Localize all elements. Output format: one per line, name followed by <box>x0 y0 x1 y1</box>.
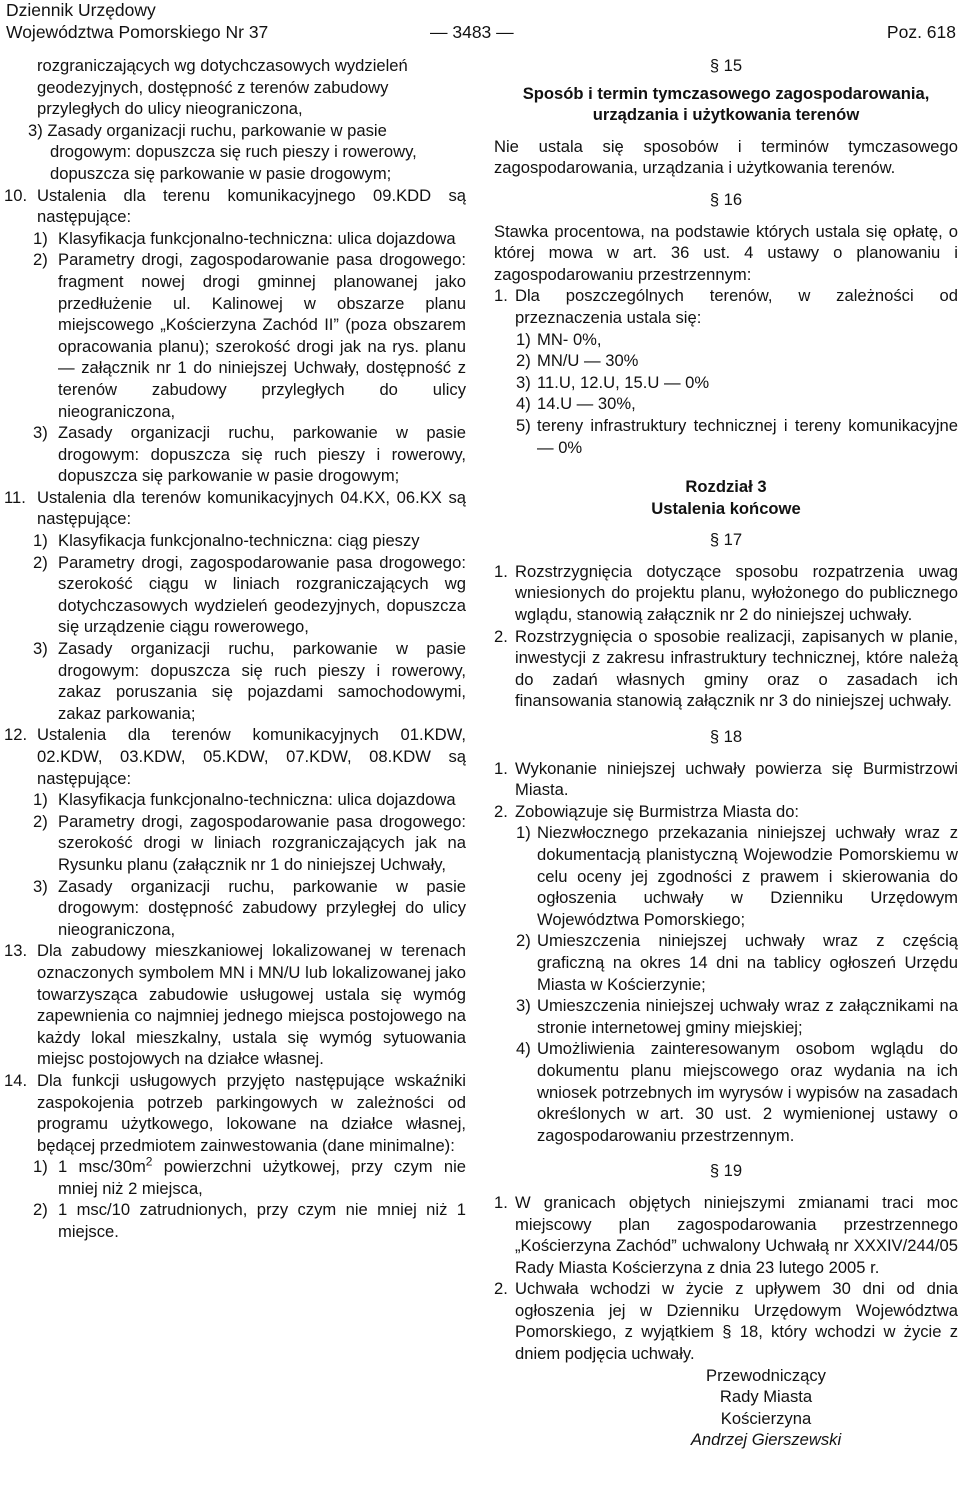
signature-name: Andrzej Gierszewski <box>690 1430 842 1450</box>
sub-item-number: 3) <box>33 423 48 443</box>
numbered-item <box>494 758 958 801</box>
paragraph-line: przyległych do ulicy nieograniczona, <box>37 99 303 119</box>
sub-item <box>4 789 466 811</box>
numbered-item <box>494 801 958 823</box>
sub-item-text-b: powierzchni użytkowej, przy czym nie mniej niż 2 miejsca, <box>58 1157 466 1198</box>
sub-item-number: 4) <box>516 1039 531 1059</box>
item-text: Wykonanie niniejszej uchwały powierza się Burmistrzowi Miasta. <box>515 758 958 800</box>
section-title: urządzania i użytkowania terenów <box>592 105 860 125</box>
sub-item <box>494 930 958 995</box>
chapter-heading: Rozdział 3 <box>685 477 767 497</box>
sub-item <box>4 1156 466 1199</box>
numbered-item <box>494 626 958 712</box>
sub-item <box>4 552 466 638</box>
list-item <box>4 185 466 228</box>
sub-item-number: 5) <box>516 415 531 435</box>
sub-item <box>4 228 466 250</box>
item-number: 10. <box>4 185 28 205</box>
list-item <box>4 487 466 530</box>
sub-item-number: 2) <box>33 552 48 572</box>
sub-item <box>494 1038 958 1146</box>
list-item <box>4 940 466 1070</box>
sub-item-text <box>58 1154 466 1198</box>
item-text: Ustalenia dla terenów komunikacyjnych 01.KDW, 02.KDW, 03.KDW, 05.KDW, 07.KDW, 08.KDW są następujące: <box>37 725 466 788</box>
sub-item <box>4 1199 466 1242</box>
sub-item-text: Zasady organizacji ruchu, parkowanie w pasie drogowym: dostępność zabudowy przyległej do ulicy nieograniczona, <box>58 876 466 939</box>
sub-item-number: 2) <box>33 811 48 831</box>
item-number: 1. <box>494 758 508 778</box>
sub-item-number: 3) <box>516 372 531 392</box>
sub-item-text: Klasyfikacja funkcjonalno-techniczna: ulica dojazdowa <box>58 228 456 248</box>
sub-item-number: 4) <box>516 394 531 414</box>
paragraph-line: dopuszcza się parkowanie w pasie drogowym; <box>50 163 392 183</box>
sub-item-text: Klasyfikacja funkcjonalno-techniczna: ciąg pieszy <box>58 531 420 551</box>
left-column <box>4 55 466 1243</box>
section-heading: § 19 <box>709 1161 743 1181</box>
sub-item-number: 3) <box>33 639 48 659</box>
sub-item <box>494 329 958 351</box>
sub-item-number: 2) <box>516 351 531 371</box>
list-item <box>4 724 466 789</box>
list-item <box>4 1070 466 1156</box>
journal-title <box>6 0 268 43</box>
sub-item-text-a: 1 msc/30m <box>58 1157 146 1177</box>
chapter-title: Ustalenia końcowe <box>651 498 801 518</box>
item-number: 2. <box>494 801 508 821</box>
paragraph-line: 3) Zasady organizacji ruchu, parkowanie w pasie <box>28 120 387 140</box>
sub-item-text: Umożliwienia zainteresowanym osobom wglądu do dokumentu planu miejscowego oraz wydania na ich wniosek potrzebnych im wyrysów i wypisów na zasadach określonych w art. 30 ust. 2 wymienionej ustawy o zagospodarowaniu przestrzennym. <box>537 1039 958 1145</box>
section-heading: § 16 <box>709 189 743 209</box>
sub-item-text: Klasyfikacja funkcjonalno-techniczna: ulica dojazdowa <box>58 790 456 810</box>
signature-body: Rady Miasta Kościerzyna <box>719 1387 813 1428</box>
position-number: Poz. 618 <box>886 22 956 42</box>
paragraph-line: drogowym: dopuszcza się ruch pieszy i rowerowy, <box>50 142 417 162</box>
sub-item <box>4 811 466 876</box>
signature-block <box>494 1365 856 1451</box>
sub-item-number: 1) <box>516 329 531 349</box>
page-number: — 3483 — <box>430 22 514 42</box>
sub-item <box>4 530 466 552</box>
item-number: 2. <box>494 626 508 646</box>
superscript: 2 <box>145 1154 153 1169</box>
sub-item-number: 1) <box>516 823 531 843</box>
paragraph-line: rozgraniczających wg dotychczasowych wydzieleń <box>37 56 408 75</box>
sub-item-text: MN- 0%, <box>537 329 602 349</box>
sub-item-text: 14.U — 30%, <box>537 394 636 414</box>
sub-item <box>494 822 958 930</box>
sub-item-text: 11.U, 12.U, 15.U — 0% <box>537 372 710 392</box>
journal-name: Dziennik Urzędowy <box>6 0 156 20</box>
section-text: Nie ustala się sposobów i terminów tymczasowego zagospodarowania, urządzania i użytkowania terenów. <box>494 136 958 178</box>
journal-issue: Województwa Pomorskiego Nr 37 <box>6 21 269 42</box>
sub-item-text: Umieszczenia niniejszej uchwały wraz z załącznikami na stronie internetowej gminy miejskiej; <box>537 996 958 1037</box>
item-number: 1. <box>494 1192 508 1212</box>
item-number: 12. <box>4 725 28 745</box>
sub-item-number: 3) <box>33 876 48 896</box>
item-number: 1. <box>494 561 508 581</box>
sub-item-text: Zasady organizacji ruchu, parkowanie w pasie drogowym: dopuszcza się ruch pieszy i rowerowy, dopuszcza się parkowanie w pasie drogowym; <box>58 423 466 486</box>
item-number: 2. <box>494 1279 508 1299</box>
sub-item-text: Niezwłocznego przekazania niniejszej uchwały wraz z dokumentacją planistyczną Wojewodzie Pomorskiemu w celu oceny jej zgodności z prawem i skierowania do ogłoszenia uchwały w Dzienniku Urzędowym Województwa Pomorskiego; <box>537 823 958 929</box>
sub-item <box>494 393 958 415</box>
item-text: Rozstrzygnięcia o sposobie realizacji, zapisanych w planie, inwestycji z zakresu infrastruktury technicznej, które należą do zadań własnych gminy oraz o zasadach ich finansowania stanowią załącznik nr 3 do niniejszej uchwały. <box>515 626 958 711</box>
sub-item-text: Parametry drogi, zagospodarowanie pasa drogowego: szerokość drogi w liniach rozgraniczających jak na Rysunku planu (załącznik nr 1 do niniejszej Uchwały, <box>58 811 466 874</box>
sub-item-number: 2) <box>33 1200 48 1220</box>
item-text: Uchwała wchodzi w życie z upływem 30 dni od dnia ogłoszenia jej w Dzienniku Urzędowym Województwa Pomorskiego, z wyjątkiem § 18, który wchodzi w życie z dniem podjęcia uchwały. <box>515 1279 958 1364</box>
section-title: Sposób i termin tymczasowego zagospodarowania, <box>522 83 930 103</box>
item-text: Dla poszczególnych terenów, w zależności od przeznaczenia ustala się: <box>515 286 958 327</box>
section-heading: § 15 <box>709 56 743 75</box>
sub-item-text: Parametry drogi, zagospodarowanie pasa drogowego: fragment nowej drogi gminnej planowanej jako przedłużenie ul. Kalinowej w obszarze planu miejscowego „Kościerzyna Zachód II” (poza obszarem opracowania planu); szerokość drogi jak na rys. planu — załącznik nr 1 do niniejszej Uchwały, dostępność z terenów zabudowy przyległych do ulicy nieograniczona, <box>58 250 466 421</box>
sub-item-text: Parametry drogi, zagospodarowanie pasa drogowego: szerokość ciągu w liniach rozgraniczających wg dotychczasowych wydzieleń geodezyjnych, dopuszcza się urządzenie ciągu rowerowego, <box>58 552 466 637</box>
sub-item-number: 2) <box>33 250 48 270</box>
sub-item-text: MN/U — 30% <box>537 351 639 371</box>
item-text: Ustalenia dla terenów komunikacyjnych 04.KX, 06.KX są następujące: <box>37 487 466 529</box>
section-text: Stawka procentowa, na podstawie których ustala się opłatę, o której mowa w art. 36 ust. 4 ustawy o planowaniu i zagospodarowaniu przestrzennym: <box>494 221 958 284</box>
right-column <box>494 55 958 1451</box>
sub-item-number: 1) <box>33 531 48 551</box>
item-text: Ustalenia dla terenu komunikacyjnego 09.KDD są następujące: <box>37 185 466 227</box>
sub-item-number: 3) <box>516 996 531 1016</box>
sub-item-number: 1) <box>33 1157 48 1177</box>
sub-item-number: 1) <box>33 790 48 810</box>
item-text: Dla funkcji usługowych przyjęto następujące wskaźniki zaspokojenia potrzeb parkingowych w zależności od programu użytkowego, lokowane na działce własnej, będącej przedmiotem zainwestowania (dane minimalne): <box>37 1070 466 1155</box>
sub-item <box>4 422 466 487</box>
sub-item <box>494 415 958 458</box>
sub-item-text: Zasady organizacji ruchu, parkowanie w pasie drogowym: dopuszcza się ruch pieszy i rowerowy, zakaz poruszania się pojazdami samochodowymi, zakaz parkowania; <box>58 639 466 723</box>
item-text: Dla zabudowy mieszkaniowej lokalizowanej w terenach oznaczonych symbolem MN i MN/U lub lokalizowanej jako towarzysząca zabudowie usługowej ustala się wymóg zapewnienia co najmniej jednego miejsca postojowego na każdy lokal mieszkalny, ustala się wymóg sytuowania miejsc postojowych na działce własnej. <box>37 941 466 1069</box>
numbered-item <box>494 285 958 328</box>
item-number: 14. <box>4 1070 28 1090</box>
item-number: 13. <box>4 941 28 961</box>
sub-item-number: 2) <box>516 931 531 951</box>
section-heading: § 18 <box>709 727 743 747</box>
numbered-item <box>494 1192 958 1278</box>
sub-item <box>4 638 466 724</box>
paragraph-line: geodezyjnych, dostępność z terenów zabudowy <box>37 77 389 97</box>
numbered-item <box>494 1278 958 1364</box>
signature-role: Przewodniczący <box>706 1365 826 1385</box>
sub-item-number: 1) <box>33 228 48 248</box>
sub-item <box>4 876 466 941</box>
item-number: 11. <box>4 487 26 507</box>
sub-item <box>494 995 958 1038</box>
section-heading: § 17 <box>709 530 743 550</box>
item-number: 1. <box>494 286 508 306</box>
item-text: W granicach objętych niniejszymi zmianami traci moc miejscowy plan zagospodarowania przestrzennego „Kościerzyna Zachód” uchwalony Uchwałą nr XXXIV/244/05 Rady Miasta Kościerzyna z dnia 23 lutego 2005 r. <box>515 1192 958 1277</box>
sub-item <box>494 372 958 394</box>
sub-item-text: 1 msc/10 zatrudnionych, przy czym nie mniej niż 1 miejsce. <box>58 1200 466 1242</box>
numbered-item <box>494 561 958 626</box>
sub-item <box>4 249 466 422</box>
item-text: Rozstrzygnięcia dotyczące sposobu rozpatrzenia uwag wniesionych do projektu planu, wyłożonego do publicznego wglądu, stanowią załącznik nr 2 do niniejszej uchwały. <box>515 561 958 625</box>
item-text: Zobowiązuje się Burmistrza Miasta do: <box>515 801 800 821</box>
sub-item <box>494 350 958 372</box>
sub-item-text: tereny infrastruktury technicznej i tereny komunikacyjne — 0% <box>537 415 958 457</box>
sub-item-text: Umieszczenia niniejszej uchwały wraz z częścią graficzną na okres 14 dni na tablicy ogłoszeń Urzędu Miasta w Kościerzynie; <box>537 931 958 994</box>
